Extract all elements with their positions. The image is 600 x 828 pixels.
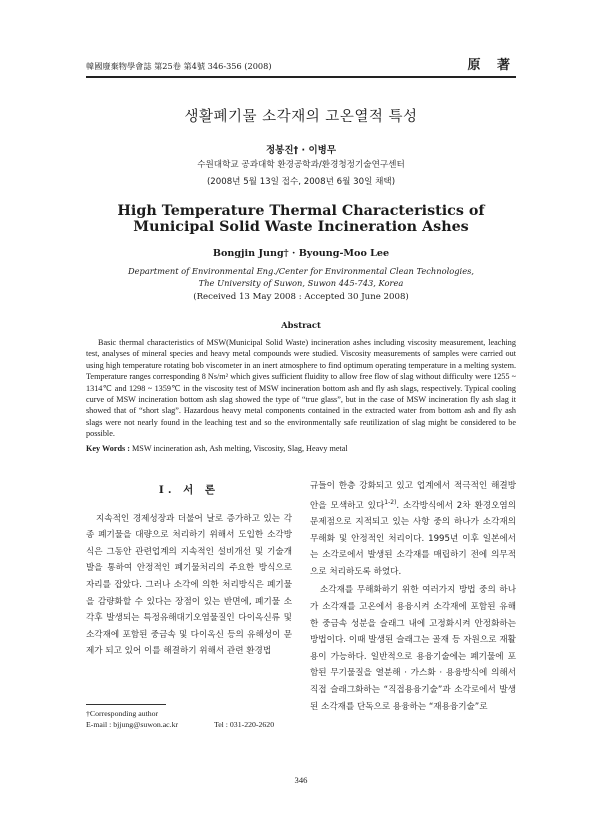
english-dates: (Received 13 May 2008 : Accepted 30 June 2008) xyxy=(193,292,409,302)
keywords xyxy=(86,444,516,453)
citation-ref: 1-2) xyxy=(384,498,397,506)
abstract-text: Basic thermal characteristics of MSW(Municipal Solid Waste) incineration ashes including viscosity measurement, leaching test, analyses of mineral species and heavy metal compounds were studied. Viscosity measurements of samples were carried out using high temperature rotating bob viscometer in an inert atmosphere to find optimum operating temperature in a melting system. Temperature ranges corresponding 8 Ns/m² which gives sufficient fluidity to allow free flow of slag without difficulty were 1255 ~ 1314℃ and 1298 ~ 1359℃ in the viscosity test of MSW incineration bottom ash and fly ash slags, respectively. Typical cooling curve of MSW incineration bottom ash slag showed the type of “true glass”, but in the case of MSW incineration fly ash slag it showed that of “short slag”. Hazardous heavy metal components contained in the extracted water from bottom ash and fly ash slags were not nearly found in the leaching test and so the environmentally safe reutilization of slag might be considered to be possible. xyxy=(86,338,516,439)
section-heading-introduction: I. 서 론 xyxy=(158,484,220,496)
english-authors: Bongjin Jung† · Byoung-Moo Lee xyxy=(212,248,390,259)
affiliation-line2: The University of Suwon, Suwon 445-743, Korea xyxy=(198,278,404,289)
left-column xyxy=(86,478,292,662)
korean-authors: 정봉진† · 이병무 xyxy=(265,145,337,156)
intro-paragraph-2 xyxy=(310,478,516,580)
keywords-text: MSW incineration ash, Ash melting, Viscosity, Slag, Heavy metal xyxy=(132,444,348,453)
paragraph-text-b: . 소각방식에서 2차 환경오염의 문제점으로 지적되고 있는 사항 중의 하나가 소각재의 무해화 및 안정적인 처리이다. 1995년 이후 일본에서는 소각로에서 발생된 소각재를 매립하기 전에 의무적으로 처리하도록 하였다. xyxy=(310,500,516,577)
english-title-line2: Municipal Solid Waste Incineration Ashes xyxy=(133,219,469,235)
journal-citation: 韓國廢棄物學會誌 第25卷 第4號 346-356 (2008) xyxy=(86,61,272,71)
korean-dates: (2008년 5월 13일 접수, 2008년 6월 30일 채택) xyxy=(206,177,396,187)
article-type-badge: 原 著 xyxy=(467,58,516,73)
right-column xyxy=(310,478,516,717)
korean-title: 생활폐기물 소각재의 고온열적 특성 xyxy=(184,109,418,125)
english-title-line1: High Temperature Thermal Characteristics of xyxy=(117,203,485,219)
header-rule xyxy=(86,76,516,78)
footnote-tel: Tel : 031-220-2620 xyxy=(214,720,275,729)
footnote-email: E-mail : bjjung@suwon.ac.kr xyxy=(86,720,179,729)
abstract-heading: Abstract xyxy=(281,320,321,330)
affiliation-line1: Department of Environmental Eng./Center for Environmental Clean Technologies, xyxy=(127,266,475,276)
english-affiliation xyxy=(86,265,516,290)
footnote-rule xyxy=(86,704,166,705)
intro-paragraph-1: 지속적인 경제성장과 더불어 날로 증가하고 있는 각종 폐기물을 대량으로 처리하기 위해서 도입한 소각방식은 그동안 관련업계의 지속적인 설비개선 및 기술개발을 통하여 안정적인 폐기물처리의 주요한 방식으로 자리를 잡았다. 그러나 소각에 의한 처리방식은 폐기물을 감량화할 수 있다는 장점이 있는 반면에, 폐기물 소각후 발생되는 특정유해대기오염물질인 다이옥신류 및 소각재에 포함된 중금속 및 다이옥신 등의 유해성이 문제가 되고 있어 이를 해결하기 위해서 관련 환경법 xyxy=(86,513,292,657)
keywords-label: Key Words : xyxy=(86,444,130,453)
english-title xyxy=(86,203,516,235)
footnote xyxy=(86,708,296,730)
running-header xyxy=(86,60,516,72)
korean-affiliation: 수원대학교 공과대학 환경공학과/환경청정기술연구센터 xyxy=(197,160,405,170)
page-number: 346 xyxy=(294,775,308,785)
footnote-corresponding: †Corresponding author xyxy=(86,709,159,718)
intro-paragraph-3: 소각재를 무해화하기 위한 여러가지 방법 중의 하나가 소각재를 고온에서 용융시켜 소각재에 포함된 유해한 중금속 성분을 슬래그 내에 고정화시켜 안정화하는 방법이다. 이때 발생된 슬래그는 골재 등 자원으로 재활용이 가능하다. 일반적으로 용융기술에는 폐기물에 포함된 무기물질을 열분해 · 가스화 · 용융방식에 의해서 직접 슬래그화하는 “직접용융기술”과 소각로에서 발생된 소각재를 단독으로 용융하는 “재용융기술”로 xyxy=(310,585,516,712)
paragraph-text-a: 규들이 한층 강화되고 있고 업계에서 적극적인 해결방안을 모색하고 있다 xyxy=(310,481,516,511)
